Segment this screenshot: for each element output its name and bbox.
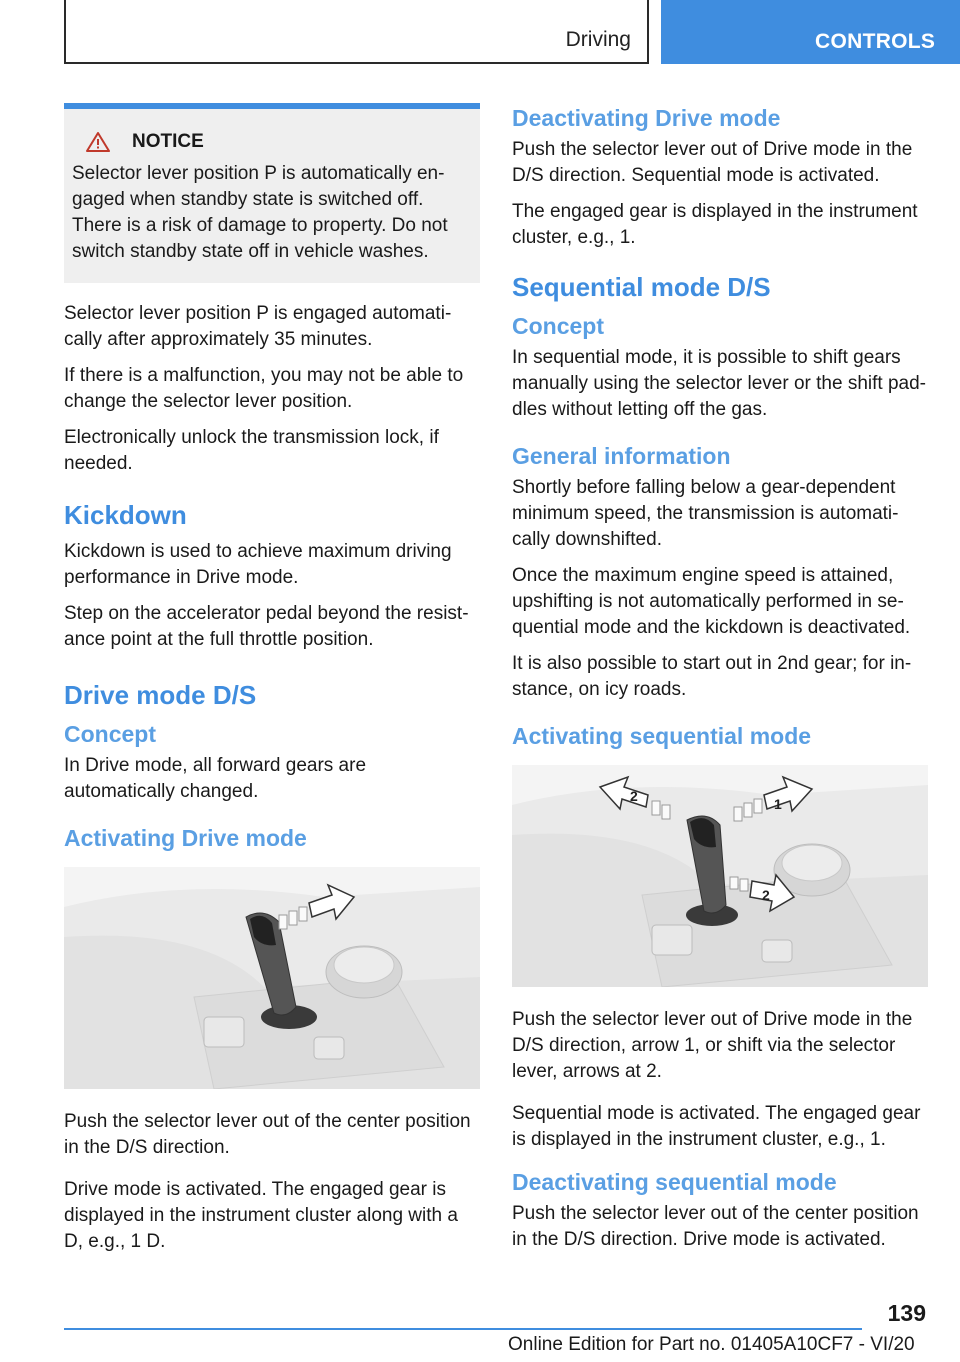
heading-activating-drive: Activating Drive mode xyxy=(64,825,307,851)
heading-deactivating-drive: Deactivating Drive mode xyxy=(512,105,781,131)
notice-header xyxy=(86,131,472,153)
paragraph-kickdown-2: Step on the accelerator pedal beyond the resistance point at the full throttle position. xyxy=(64,603,469,650)
warning-triangle-icon xyxy=(86,131,110,153)
right-column xyxy=(512,103,928,1263)
paragraph-kickdown-1: Kickdown is used to achieve maximum driving performance in Drive mode. xyxy=(64,541,452,588)
left-column xyxy=(64,103,480,1265)
paragraph-deactivating-sequential: Push the selector lever out of the center position in the D/S direction. Drive mode is activated. xyxy=(512,1203,919,1250)
paragraph-general-2: Once the maximum engine speed is attained, upshifting is not automatically performed in sequential mode and the kickdown is deactivated. xyxy=(512,565,911,638)
paragraph-activating-sequential-1: Push the selector lever out of Drive mode in the D/S direction, arrow 1, or shift via the selector lever, arrows at 2. xyxy=(512,1009,913,1082)
heading-sequential-mode: Sequential mode D/S xyxy=(512,272,771,302)
footer-divider xyxy=(64,1328,862,1330)
paragraph-concept-right: In sequential mode, it is possible to shift gears manually using the selector lever or the shift paddles without letting off the gas. xyxy=(512,347,926,420)
heading-deactivating-sequential: Deactivating sequential mode xyxy=(512,1169,837,1195)
header-chapter-tab: CONTROLS xyxy=(661,0,960,64)
arrow-label-2-bottom: 2 xyxy=(762,887,770,903)
figure-activating-drive-mode xyxy=(64,867,480,1089)
heading-concept-right: Concept xyxy=(512,313,604,339)
header-section-box xyxy=(64,0,649,64)
paragraph-concept-left: In Drive mode, all forward gears are automatically changed. xyxy=(64,755,367,802)
selector-lever-illustration xyxy=(64,867,480,1089)
heading-activating-sequential: Activating sequential mode xyxy=(512,723,812,749)
notice-text: Selector lever position P is automatically engaged when standby state is switched off. There is a risk of damage to property. Do not switch standby state off in vehicle washes. xyxy=(72,163,448,262)
paragraph-malfunction: If there is a malfunction, you may not be able to change the selector lever position. xyxy=(64,365,464,412)
notice-title: NOTICE xyxy=(132,131,204,152)
paragraph-activating-drive-2: Drive mode is activated. The engaged gear is displayed in the instrument cluster along with a D, e.g., 1 D. xyxy=(64,1179,458,1252)
sequential-lever-illustration xyxy=(512,765,928,987)
paragraph-deactivating-drive-1: Push the selector lever out of Drive mode in the D/S direction. Sequential mode is activated. xyxy=(512,139,913,186)
page-number: 139 xyxy=(887,1300,926,1326)
paragraph-general-3: It is also possible to start out in 2nd gear; for instance, on icy roads. xyxy=(512,653,912,700)
heading-drive-mode: Drive mode D/S xyxy=(64,680,257,710)
notice-box xyxy=(64,103,480,283)
heading-general-information: General information xyxy=(512,443,731,469)
paragraph-auto-park: Selector lever position P is engaged automatically after approximately 35 minutes. xyxy=(64,303,452,350)
heading-concept-left: Concept xyxy=(64,721,156,747)
header-section-title: Driving xyxy=(565,28,631,51)
figure-activating-sequential-mode xyxy=(512,765,928,987)
arrow-label-1: 1 xyxy=(774,796,782,812)
paragraph-activating-drive-1: Push the selector lever out of the center position in the D/S direction. xyxy=(64,1111,471,1158)
heading-kickdown: Kickdown xyxy=(64,500,187,530)
paragraph-activating-sequential-2: Sequential mode is activated. The engaged gear is displayed in the instrument cluster, e.g., 1. xyxy=(512,1103,921,1150)
paragraph-deactivating-drive-2: The engaged gear is displayed in the instrument cluster, e.g., 1. xyxy=(512,201,918,248)
paragraph-general-1: Shortly before falling below a gear-dependent minimum speed, the transmission is automatically downshifted. xyxy=(512,477,899,550)
arrow-label-2-top: 2 xyxy=(630,788,638,804)
paragraph-unlock: Electronically unlock the transmission lock, if needed. xyxy=(64,427,439,474)
footer-edition: Online Edition for Part no. 01405A10CF7 - VI/20 xyxy=(508,1334,915,1355)
